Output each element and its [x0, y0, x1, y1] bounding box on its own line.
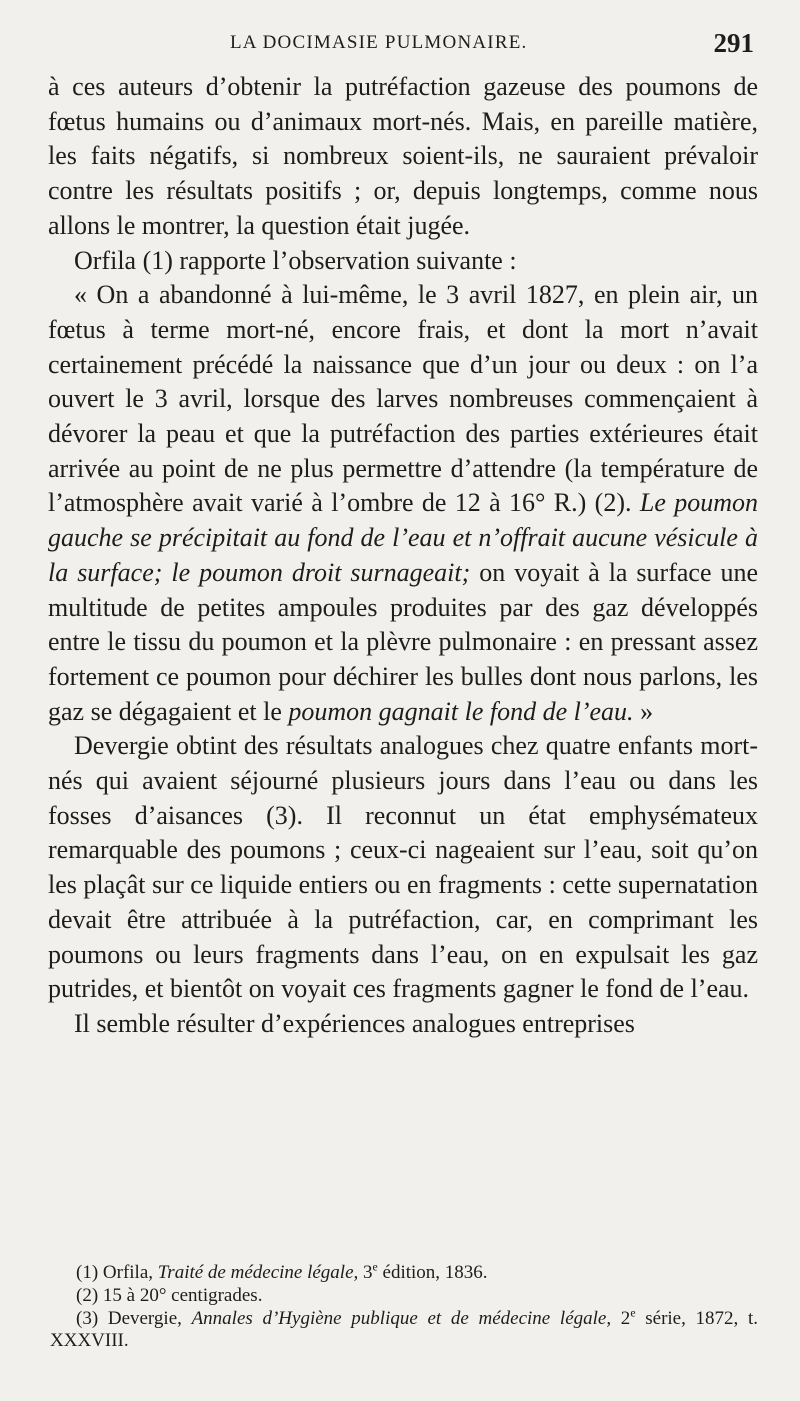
quotation-italic-2: poumon gagnait le fond de l’eau. — [288, 696, 634, 726]
quotation-close: » — [633, 696, 654, 726]
quotation-italic-1: Le poumon gauche se précipitait au fond de l’eau et n’offrait aucune vésicule à la surface; le poumon droit surnageait; — [48, 488, 758, 587]
footnote-3-series: série, 1872, t. XXXVIII. — [50, 1307, 759, 1352]
footnote-1-author: (1) Orfila, — [76, 1262, 158, 1283]
footnote-3-author: (3) Devergie, — [76, 1307, 192, 1329]
footnote-1-edition-number: 3 — [358, 1262, 373, 1283]
footnote-1-superscript: e — [372, 1260, 378, 1274]
paragraph-3-quotation — [48, 278, 758, 729]
footnote-3-title: Annales d’Hygiène publique et de médecine légale, — [191, 1307, 612, 1329]
paragraph-2: Orfila (1) rapporte l’observation suivante : — [74, 245, 517, 275]
paragraph-5: Il semble résulter d’expériences analogues entreprises — [74, 1008, 635, 1038]
quotation-text-2: on voyait à la surface une multitude de petites ampoules produites par des gaz développés entre le tissu du poumon et la plèvre pulmonaire : en pressant assez fortement ce poumon pour déchirer les bulles dont nous parlons, les gaz se dégagaient et le — [48, 557, 758, 726]
body-text — [48, 70, 758, 1042]
footnotes — [50, 1262, 758, 1353]
footnote-3-series-number: 2 — [611, 1307, 631, 1329]
quotation-text-1: « On a abandonné à lui-même, le 3 avril 1827, en plein air, un fœtus à terme mort-né, encore frais, et dont la mort n’avait certainement précédé la naissance que d’un jour ou deux : on l’a ouvert le 3 avril, lorsque des larves nombreuses commençaient à dévorer la peau et que la putréfaction des parties extérieures était arrivée au point de ne plus permettre d’attendre (la température de l’atmosphère avait varié à l’ombre de 12 à 16° R.) (2). — [48, 280, 758, 518]
page-number: 291 — [713, 28, 754, 58]
paragraph-1: à ces auteurs d’obtenir la putréfaction gazeuse des poumons de fœtus humains ou d’animaux mort-nés. Mais, en pareille matière, les faits négatifs, si nombreux soient-ils, ne sauraient prévaloir contre les résultats positifs ; or, depuis longtemps, comme nous allons le montrer, la question était jugée. — [48, 72, 758, 240]
running-header — [0, 28, 800, 62]
footnote-1-edition: édition, 1836. — [377, 1262, 488, 1283]
running-title: LA DOCIMASIE PULMONAIRE. — [230, 32, 528, 53]
footnote-3-superscript: e — [630, 1306, 636, 1320]
paragraph-4: Devergie obtint des résultats analogues chez quatre enfants mort-nés qui avaient séjourné plusieurs jours dans l’eau ou dans les fosses d’aisances (3). Il reconnut un état emphysémateux remarquable des poumons ; ceux-ci nageaient sur l’eau, soit qu’on les plaçât sur ce liquide entiers ou en fragments : cette supernatation devait être attribuée à la putréfaction, car, en comprimant les poumons ou leurs fragments dans l’eau, on en expulsait les gaz putrides, et bientôt on voyait ces fragments gagner le fond de l’eau. — [48, 731, 758, 1004]
footnote-1 — [50, 1262, 758, 1285]
footnote-2: (2) 15 à 20° centigrades. — [76, 1284, 263, 1306]
footnote-3 — [50, 1308, 758, 1354]
footnote-1-title: Traité de médecine légale, — [157, 1262, 359, 1283]
